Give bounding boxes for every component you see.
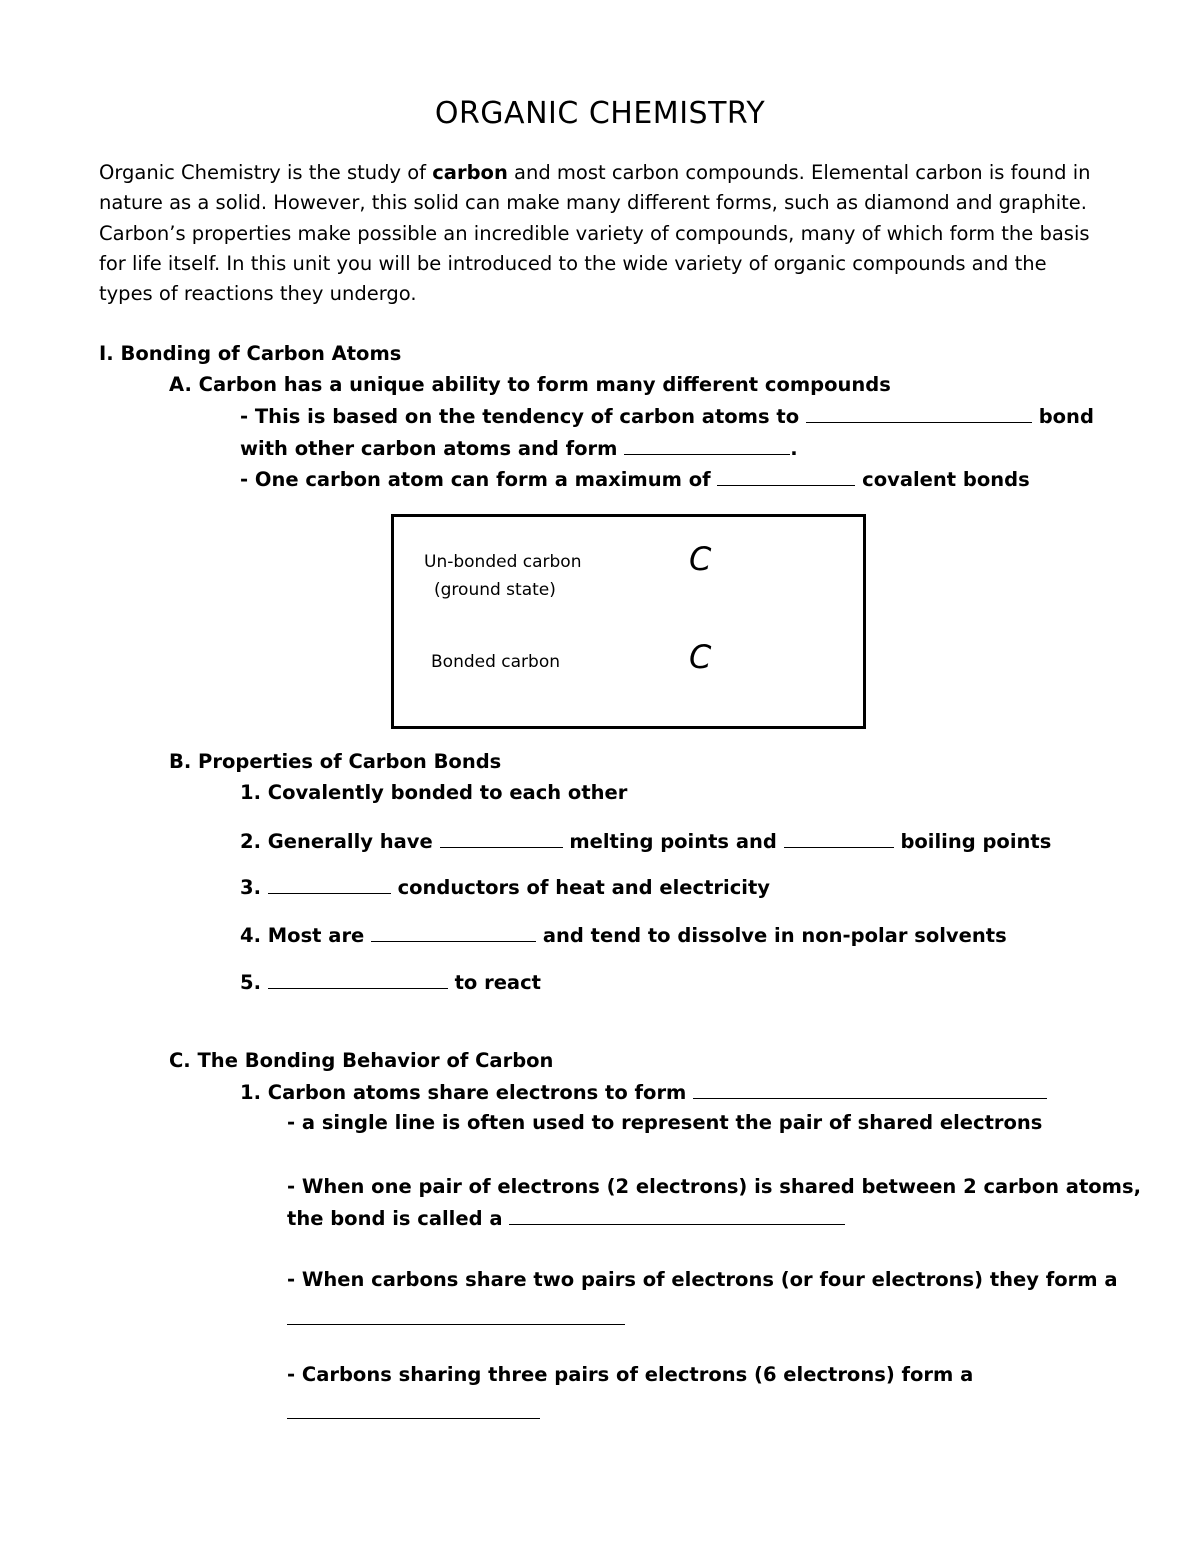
carbon-diagram-box	[391, 514, 866, 729]
blank-single-bond[interactable]	[509, 1206, 845, 1225]
blank-double-bond[interactable]	[287, 1324, 625, 1325]
intro-text-1: Organic Chemistry is the study of	[99, 161, 433, 184]
blank-melting[interactable]	[440, 829, 563, 848]
b-item-3-text-b: conductors of heat and electricity	[397, 876, 770, 899]
b-item-3	[240, 875, 770, 899]
subsection-a-line-2	[240, 436, 798, 460]
subsection-a-line-1	[240, 404, 1094, 428]
b-item-2-text-a: 2. Generally have	[240, 830, 433, 853]
c-sub-2-line-a: - When one pair of electrons (2 electrons) is shared between 2 carbon atoms,	[287, 1175, 1142, 1198]
intro-bold-carbon: carbon	[432, 161, 508, 184]
b-item-4	[240, 923, 1007, 947]
unbonded-label-1: Un-bonded carbon	[424, 552, 582, 572]
bonded-carbon-symbol: C	[689, 638, 712, 676]
intro-text-2: and most carbon compounds. Elemental carbon is found in nature as a solid. However, this solid can make many different forms, such as diamond and graphite. Carbon’s properties make possible an incredible variety of compounds, many of which form the basis for life itself. In this unit you will be introduced to the wide variety of organic compounds and the types of reactions they undergo.	[99, 161, 1091, 306]
b-item-5-text-a: 5.	[240, 971, 261, 994]
b-item-5-text-b: to react	[454, 971, 541, 994]
b-item-4-text-a: 4. Most are	[240, 924, 365, 947]
b-item-4-text-b: and tend to dissolve in non-polar solvents	[542, 924, 1007, 947]
c-sub-2-line-b	[287, 1206, 845, 1230]
b-item-2	[240, 829, 1051, 853]
blank-form-what[interactable]	[624, 436, 790, 455]
line-3-text-a: - One carbon atom can form a maximum of	[240, 468, 711, 491]
line-2-text-a: with other carbon atoms and form	[240, 437, 618, 460]
c-sub-1: - a single line is often used to represent the pair of shared electrons	[287, 1111, 1043, 1134]
subsection-b-heading: B. Properties of Carbon Bonds	[169, 750, 502, 773]
blank-conductors[interactable]	[268, 875, 391, 894]
intro-paragraph	[99, 158, 1099, 309]
unbonded-carbon-symbol: C	[689, 540, 712, 578]
blank-react[interactable]	[268, 970, 448, 989]
c-item-1	[240, 1080, 1047, 1104]
line-3-text-b: covalent bonds	[862, 468, 1030, 491]
b-item-2-text-b: melting points and	[569, 830, 777, 853]
line-2-text-b: .	[790, 437, 798, 460]
subsection-a-heading: A. Carbon has a unique ability to form many different compounds	[169, 373, 891, 396]
line-1-text-a: - This is based on the tendency of carbon atoms to	[240, 405, 800, 428]
c-sub-4: - Carbons sharing three pairs of electrons (6 electrons) form a	[287, 1363, 974, 1386]
subsection-c-heading: C. The Bonding Behavior of Carbon	[169, 1049, 554, 1072]
bonded-label: Bonded carbon	[431, 652, 561, 672]
section-1-heading: I. Bonding of Carbon Atoms	[99, 342, 402, 365]
blank-triple-bond[interactable]	[287, 1418, 540, 1419]
blank-most-are[interactable]	[371, 923, 536, 942]
line-1-text-b: bond	[1038, 405, 1094, 428]
blank-boiling[interactable]	[784, 829, 894, 848]
page-title: ORGANIC CHEMISTRY	[434, 96, 766, 131]
b-item-5	[240, 970, 541, 994]
c-sub-3: - When carbons share two pairs of electrons (or four electrons) they form a	[287, 1268, 1118, 1291]
subsection-a-line-3	[240, 467, 1030, 491]
c-sub-2-text-b: the bond is called a	[287, 1207, 503, 1230]
unbonded-label-2: (ground state)	[434, 580, 556, 600]
b-item-2-text-c: boiling points	[900, 830, 1052, 853]
c-item-1-text: 1. Carbon atoms share electrons to form	[240, 1081, 687, 1104]
blank-max-bonds[interactable]	[717, 467, 855, 486]
b-item-1: 1. Covalently bonded to each other	[240, 781, 628, 804]
b-item-3-text-a: 3.	[240, 876, 261, 899]
blank-bond-tendency[interactable]	[806, 404, 1032, 423]
blank-share-form[interactable]	[693, 1080, 1047, 1099]
